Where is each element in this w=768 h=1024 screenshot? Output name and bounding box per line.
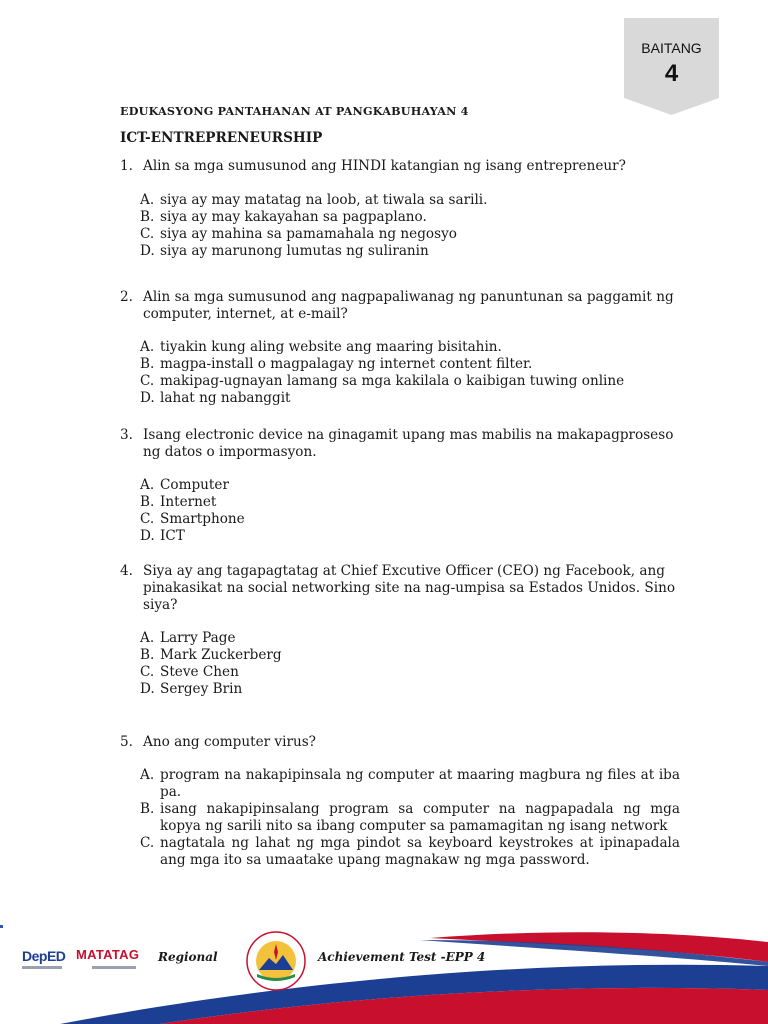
choice-a	[140, 192, 680, 209]
choice-list	[140, 339, 680, 407]
choice-c	[140, 835, 680, 869]
choice-list	[140, 477, 680, 545]
choice-c	[140, 226, 680, 243]
deped-tagline	[22, 966, 62, 969]
choice-c	[140, 373, 680, 390]
question-number: 3.	[120, 427, 133, 443]
choice-letter: D.	[140, 243, 155, 259]
choice-a	[140, 767, 680, 801]
choice-text: makipag-ugnayan lamang sa mga kakilala o kaibigan tuwing online	[160, 373, 625, 389]
choice-c	[140, 664, 680, 681]
footer-swoosh	[0, 918, 768, 1024]
question-text: Ano ang computer virus?	[143, 734, 316, 750]
choice-text: ICT	[160, 528, 185, 544]
choice-text: magpa-install o magpalagay ng internet content filter.	[160, 356, 533, 372]
grade-badge	[624, 18, 719, 115]
choice-text: siya ay may kakayahan sa pagpaplano.	[160, 209, 427, 225]
choice-text: lahat ng nabanggit	[160, 390, 291, 406]
choice-b	[140, 356, 680, 373]
choice-letter: A.	[140, 192, 155, 208]
choice-letter: A.	[140, 477, 155, 493]
choice-letter: D.	[140, 390, 155, 406]
choice-b	[140, 209, 680, 226]
choice-text: Computer	[160, 477, 229, 493]
choice-b	[140, 801, 680, 835]
choice-text: Internet	[160, 494, 217, 510]
choice-letter: C.	[140, 835, 155, 851]
choice-b	[140, 494, 680, 511]
choice-text: siya ay marunong lumutas ng suliranin	[160, 243, 429, 259]
choice-d	[140, 390, 680, 407]
choice-letter: C.	[140, 226, 155, 242]
question-text: Alin sa mga sumusunod ang HINDI katangian ng isang entrepreneur?	[143, 158, 626, 174]
topic-heading: ICT-ENTREPRENEURSHIP	[120, 130, 323, 146]
badge-number: 4	[664, 60, 679, 87]
question-1	[120, 158, 680, 260]
choice-letter: A.	[140, 767, 155, 783]
choice-letter: A.	[140, 339, 155, 355]
choice-letter: B.	[140, 647, 155, 663]
choice-letter: C.	[140, 511, 155, 527]
deped-logo-text: DepED	[22, 948, 66, 964]
choice-text: Mark Zuckerberg	[160, 647, 282, 663]
choice-a	[140, 630, 680, 647]
choice-letter: C.	[140, 664, 155, 680]
question-2	[120, 289, 680, 407]
choice-letter: B.	[140, 356, 155, 372]
choice-text: Larry Page	[160, 630, 236, 646]
choice-a	[140, 339, 680, 356]
choice-letter: B.	[140, 209, 155, 225]
choice-list	[140, 192, 680, 260]
choice-text: tiyakin kung aling website ang maaring bisitahin.	[160, 339, 502, 355]
question-number: 4.	[120, 563, 133, 579]
choice-a	[140, 477, 680, 494]
choice-text: Steve Chen	[160, 664, 239, 680]
question-4	[120, 563, 680, 698]
deped-seal-icon	[245, 930, 307, 992]
question-text: Alin sa mga sumusunod ang nagpapaliwanag ng panuntunan sa paggamit ng computer, internet, at e-mail?	[143, 289, 674, 322]
question-number: 5.	[120, 734, 133, 750]
subject-heading: EDUKASYONG PANTAHANAN AT PANGKABUHAYAN 4	[120, 104, 469, 118]
choice-list	[140, 767, 680, 869]
choice-text: nagtatala ng lahat ng mga pindot sa keyboard keystrokes at ipinapadala ang mga ito sa umaatake upang magnakaw ng mga password.	[160, 835, 680, 868]
footer-label-right: Achievement Test -EPP 4	[318, 950, 486, 964]
matatag-tagline	[92, 966, 136, 969]
choice-text: program na nakapipinsala ng computer at maaring magbura ng files at iba pa.	[160, 767, 680, 800]
choice-text: isang nakapipinsalang program sa computer na nagpapadala ng mga kopya ng sarili nito sa ibang computer sa pamamagitan ng isang network	[160, 801, 680, 834]
choice-letter: A.	[140, 630, 155, 646]
choice-text: siya ay may matatag na loob, at tiwala sa sarili.	[160, 192, 488, 208]
choice-list	[140, 630, 680, 698]
choice-text: Smartphone	[160, 511, 245, 527]
question-number: 2.	[120, 289, 133, 305]
choice-d	[140, 681, 680, 698]
choice-b	[140, 647, 680, 664]
choice-text: Sergey Brin	[160, 681, 243, 697]
footer-label-left: Regional	[158, 950, 218, 964]
choice-d	[140, 243, 680, 260]
choice-c	[140, 511, 680, 528]
choice-letter: B.	[140, 494, 155, 510]
footer-band	[0, 918, 768, 1024]
deped-logo	[22, 948, 65, 964]
choice-d	[140, 528, 680, 545]
choice-letter: C.	[140, 373, 155, 389]
question-text: Siya ay ang tagapagtatag at Chief Excutive Officer (CEO) ng Facebook, ang pinakasikat na social networking site na nag-umpisa sa Estados Unidos. Sino siya?	[143, 563, 676, 613]
question-3	[120, 427, 680, 545]
choice-letter: B.	[140, 801, 155, 817]
question-text: Isang electronic device na ginagamit upang mas mabilis na makapagproseso ng datos o impormasyon.	[143, 427, 674, 460]
badge-label: BAITANG	[641, 40, 702, 56]
question-5	[120, 734, 680, 869]
choice-text: siya ay mahina sa pamamahala ng negosyo	[160, 226, 457, 242]
choice-letter: D.	[140, 528, 155, 544]
choice-letter: D.	[140, 681, 155, 697]
matatag-logo: MATATAG	[76, 947, 140, 962]
question-number: 1.	[120, 158, 133, 174]
